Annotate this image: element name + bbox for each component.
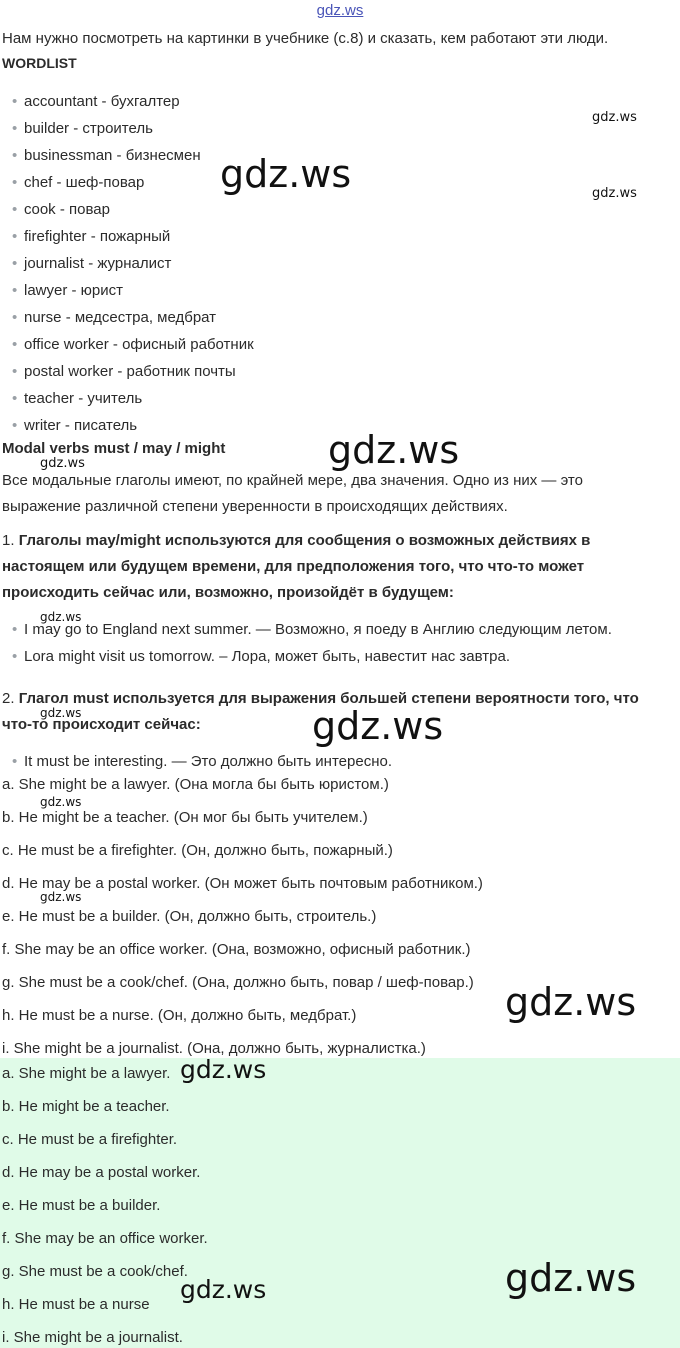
watermark: gdz.ws	[40, 795, 82, 809]
translated-answer: g. She must be a cook/chef. (Она, должно быть, повар / шеф-повар.)	[2, 974, 474, 991]
modal-intro-line: выражение различной степени уверенности в происходящих действиях.	[2, 498, 508, 515]
translated-answer: f. She may be an office worker. (Она, возможно, офисный работник.)	[2, 941, 471, 958]
watermark: gdz.ws	[40, 890, 82, 904]
rule-1-line: 1. Глаголы may/might используются для сообщения о возможных действиях в	[2, 532, 591, 549]
answer-line: d. He may be a postal worker.	[2, 1164, 201, 1181]
answer-line: b. He might be a teacher.	[2, 1098, 170, 1115]
example-item: • It must be interesting. — Это должно быть интересно.	[12, 753, 392, 770]
watermark: gdz.ws	[505, 980, 637, 1024]
watermark: gdz.ws	[220, 152, 352, 196]
list-item: • postal worker - работник почты	[12, 363, 236, 380]
answer-line: a. She might be a lawyer.	[2, 1065, 171, 1082]
rule-2-line: 2. Глагол must используется для выражения большей степени вероятности того, что	[2, 690, 639, 707]
translated-answer: b. He might be a teacher. (Он мог бы быть учителем.)	[2, 809, 368, 826]
example-item: • Lora might visit us tomorrow. – Лора, может быть, навестит нас завтра.	[12, 648, 511, 665]
rule-2-line: что-то происходит сейчас:	[2, 716, 201, 733]
list-item: • teacher - учитель	[12, 390, 143, 407]
intro-text: Нам нужно посмотреть на картинки в учебнике (с.8) и сказать, кем работают эти люди.	[2, 30, 609, 47]
translated-answer: c. He must be a firefighter. (Он, должно быть, пожарный.)	[2, 842, 393, 859]
modal-intro-line: Все модальные глаголы имеют, по крайней мере, два значения. Одно из них — это	[2, 472, 583, 489]
translated-answer: e. He must be a builder. (Он, должно быть, строитель.)	[2, 908, 377, 925]
watermark: gdz.ws	[40, 706, 82, 720]
rule-1-line: происходить сейчас или, возможно, произойдёт в будущем:	[2, 584, 454, 601]
wordlist-title: WORDLIST	[2, 55, 77, 71]
list-item: • lawyer - юрист	[12, 282, 124, 299]
watermark: gdz.ws	[312, 704, 444, 748]
watermark: gdz.ws	[180, 1275, 267, 1304]
site-link[interactable]: gdz.ws	[316, 2, 364, 19]
example-item: • I may go to England next summer. — Возможно, я поеду в Англию следующим летом.	[12, 621, 612, 638]
rule-1-line: настоящем или будущем времени, для предположения того, что что-то может	[2, 558, 585, 575]
watermark: gdz.ws	[180, 1055, 267, 1084]
list-item: • businessman - бизнесмен	[12, 147, 201, 164]
list-item: • cook - повар	[12, 201, 110, 218]
list-item: • builder - строитель	[12, 120, 153, 137]
watermark: gdz.ws	[40, 610, 82, 624]
modal-title: Modal verbs must / may / might	[2, 440, 226, 457]
list-item: • writer - писатель	[12, 417, 138, 434]
answer-line: f. She may be an office worker.	[2, 1230, 208, 1247]
list-item: • office worker - офисный работник	[12, 336, 254, 353]
list-item: • chef - шеф-повар	[12, 174, 145, 191]
list-item: • accountant - бухгалтер	[12, 93, 180, 110]
watermark: gdz.ws	[328, 428, 460, 472]
answer-line: c. He must be a firefighter.	[2, 1131, 178, 1148]
watermark: gdz.ws	[505, 1256, 637, 1300]
translated-answer: d. He may be a postal worker. (Он может быть почтовым работником.)	[2, 875, 483, 892]
list-item: • nurse - медсестра, медбрат	[12, 309, 217, 326]
answer-line: i. She might be a journalist.	[2, 1329, 183, 1346]
list-item: • journalist - журналист	[12, 255, 172, 272]
translated-answer: h. He must be a nurse. (Он, должно быть, медбрат.)	[2, 1007, 357, 1024]
translated-answer: a. She might be a lawyer. (Она могла бы быть юристом.)	[2, 776, 389, 793]
watermark: gdz.ws	[592, 110, 637, 125]
watermark: gdz.ws	[40, 456, 85, 471]
answer-line: h. He must be a nurse	[2, 1296, 150, 1313]
answer-line: g. She must be a cook/chef.	[2, 1263, 188, 1280]
answer-line: e. He must be a builder.	[2, 1197, 161, 1214]
translated-answer: i. She might be a journalist. (Она, должно быть, журналистка.)	[2, 1040, 426, 1057]
watermark: gdz.ws	[592, 186, 637, 201]
list-item: • firefighter - пожарный	[12, 228, 171, 245]
